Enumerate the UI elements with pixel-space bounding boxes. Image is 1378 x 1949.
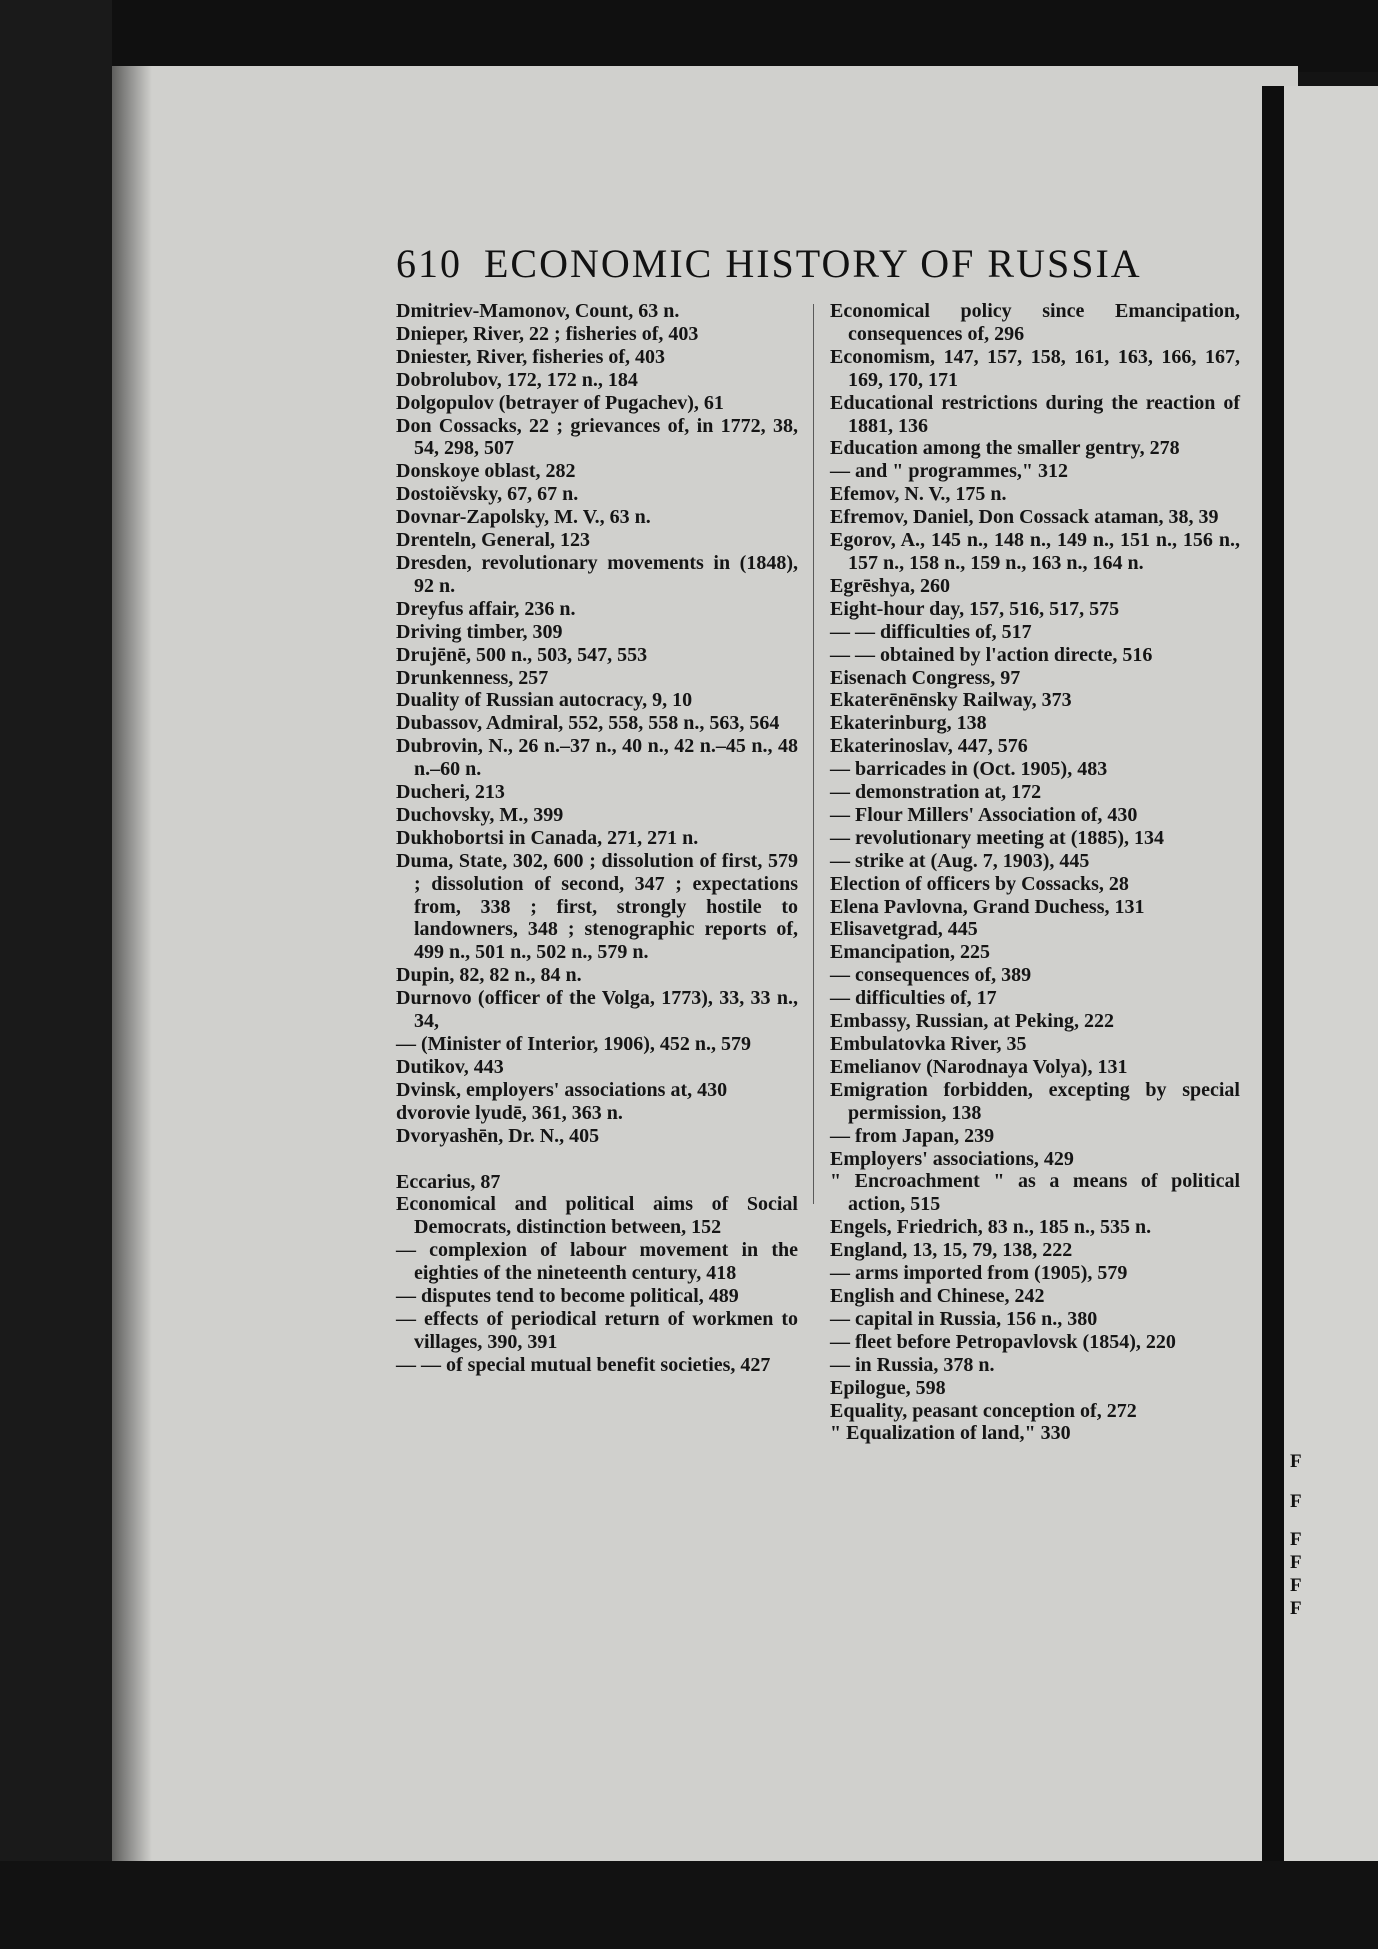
facing-page-fragment: F [1290,1491,1302,1512]
index-entry: Emancipation, 225 [830,941,991,964]
index-entry: Employers' associations, 429 [830,1147,1074,1170]
index-entry: Durnovo (officer of the Volga, 1773), 33, 33 n., 34, [396,987,798,1033]
index-entry: " Equalization of land," 330 [830,1422,1071,1445]
index-entry: Dolgopulov (betrayer of Pugachev), 61 [396,391,724,414]
index-entry: Embassy, Russian, at Peking, 222 [830,1010,1114,1033]
index-entry: Elisavetgrad, 445 [830,918,978,941]
book-gutter [1262,86,1284,1861]
index-entry: — consequences of, 389 [830,964,1032,987]
index-entry: Duchovsky, M., 399 [396,803,564,826]
index-entry: Ducheri, 213 [396,781,505,804]
index-entry: Duma, State, 302, 600 ; dissolution of first, 579 ; dissolution of second, 347 ; expectations from, 338 ; first, strongly hostile to landowners, 348 ; stenographic reports of, 499 n., 501 n., 502 n., 579 n. [396,849,798,964]
facing-page-fragment: F [1290,1451,1302,1472]
index-entry: — strike at (Aug. 7, 1903), 445 [830,849,1090,872]
scanner-top-background [0,0,1378,72]
index-entry: Eight-hour day, 157, 516, 517, 575 [830,597,1120,620]
index-entry: — in Russia, 378 n. [830,1353,995,1376]
index-entry: Embulatovka River, 35 [830,1033,1027,1055]
index-entry: Dnieper, River, 22 ; fisheries of, 403 [396,322,699,345]
index-entry: — fleet before Petropavlovsk (1854), 220 [830,1330,1176,1353]
index-entry: Dutikov, 443 [396,1055,504,1078]
index-entry: — from Japan, 239 [830,1124,995,1147]
index-entry: Egrēshya, 260 [830,574,950,597]
index-entry: Election of officers by Cossacks, 28 [830,872,1129,895]
page-number: 610 [396,241,462,286]
index-entry: — — of special mutual benefit societies, 427 [396,1353,771,1376]
index-entry: — Flour Millers' Association of, 430 [830,803,1138,826]
index-entry: — arms imported from (1905), 579 [830,1262,1128,1285]
facing-page-fragment: F [1290,1598,1302,1619]
index-entry: Engels, Friedrich, 83 n., 185 n., 535 n. [830,1216,1152,1239]
index-entry: — complexion of labour movement in the eighties of the nineteenth century, 418 [396,1239,798,1285]
index-entry: Driving timber, 309 [396,620,563,643]
index-entry: Dupin, 82, 82 n., 84 n. [396,964,582,987]
index-entry: Dvinsk, employers' associations at, 430 [396,1078,728,1101]
index-entry: " Encroachment " as a means of political action, 515 [830,1170,1240,1216]
index-entry: Drenteln, General, 123 [396,529,591,552]
index-entry: Eccarius, 87 [396,1170,501,1193]
index-entry: Dovnar-Zapolsky, M. V., 63 n. [396,506,651,529]
facing-page-fragment: F [1290,1552,1302,1573]
index-entry: Emigration forbidden, excepting by special permission, 138 [830,1078,1240,1124]
running-head [396,240,1196,290]
scanner-bottom-background [0,1861,1378,1949]
index-entry: — capital in Russia, 156 n., 380 [830,1307,1098,1330]
scanner-left-background [0,0,112,1949]
index-entry: Dubassov, Admiral, 552, 558, 558 n., 563, 564 [396,712,780,735]
index-entry: — revolutionary meeting at (1885), 134 [830,826,1165,849]
index-entry: Dobrolubov, 172, 172 n., 184 [396,368,638,391]
index-entry: — demonstration at, 172 [830,781,1042,804]
index-entry: — — obtained by l'action directe, 516 [830,643,1153,666]
facing-page-edge [1284,86,1378,1861]
index-entry: Drujēnē, 500 n., 503, 547, 553 [396,643,648,666]
index-entry: English and Chinese, 242 [830,1284,1045,1307]
index-entry: Donskoye oblast, 282 [396,460,576,483]
index-entry: Ekaterinoslav, 447, 576 [830,735,1028,758]
index-entry: — barricades in (Oct. 1905), 483 [830,758,1108,781]
index-column-left [396,300,798,1377]
index-entry: — effects of periodical return of workmen to villages, 390, 391 [396,1307,798,1353]
index-entry: — difficulties of, 17 [830,987,997,1010]
index-entry: — (Minister of Interior, 1906), 452 n., 579 [396,1033,751,1055]
index-entry: Dniester, River, fisheries of, 403 [396,345,666,368]
index-entry: Efemov, N. V., 175 n. [830,483,1007,506]
column-divider [813,304,814,1204]
index-entry: Dvoryashēn, Dr. N., 405 [396,1124,600,1147]
index-entry: Educational restrictions during the reaction of 1881, 136 [830,391,1240,437]
book-title: ECONOMIC HISTORY OF RUSSIA [484,241,1142,286]
index-entry: Duality of Russian autocracy, 9, 10 [396,689,693,712]
index-entry: Economical and political aims of Social Democrats, distinction between, 152 [396,1193,798,1239]
facing-page-fragment: F [1290,1575,1302,1596]
index-entry: Ekaterēnēnsky Railway, 373 [830,689,1072,712]
index-entry: Economical policy since Emancipation, consequences of, 296 [830,300,1240,345]
index-entry: — and " programmes," 312 [830,460,1068,483]
index-entry: Dresden, revolutionary movements in (1848), 92 n. [396,551,798,597]
index-entry: Economism, 147, 157, 158, 161, 163, 166, 167, 169, 170, 171 [830,345,1240,391]
index-entry: England, 13, 15, 79, 138, 222 [830,1239,1073,1262]
index-entry: Don Cossacks, 22 ; grievances of, in 1772, 38, 54, 298, 507 [396,414,798,460]
index-entry: Eisenach Congress, 97 [830,666,1021,689]
index-entry: Drunkenness, 257 [396,666,549,689]
index-entry: Dreyfus affair, 236 n. [396,597,576,620]
index-entry: Dmitriev-Mamonov, Count, 63 n. [396,300,680,322]
index-entry: Dukhobortsi in Canada, 271, 271 n. [396,826,699,849]
index-entry: Emelianov (Narodnaya Volya), 131 [830,1055,1128,1078]
index-entry: Equality, peasant conception of, 272 [830,1399,1137,1422]
index-entry: Egorov, A., 145 n., 148 n., 149 n., 151 n., 156 n., 157 n., 158 n., 159 n., 163 n., 164 n. [830,529,1240,574]
page-binding-shadow [112,66,152,1861]
index-entry: Dubrovin, N., 26 n.–37 n., 40 n., 42 n.–45 n., 48 n.–60 n. [396,735,798,781]
index-entry: Education among the smaller gentry, 278 [830,437,1180,460]
index-entry: Efremov, Daniel, Don Cossack ataman, 38, 39 [830,506,1219,529]
facing-page-fragment: F [1290,1529,1302,1550]
index-entry: — disputes tend to become political, 489 [396,1285,739,1308]
index-entry: Epilogue, 598 [830,1376,946,1399]
index-entry: — — difficulties of, 517 [830,620,1032,643]
index-entry: Elena Pavlovna, Grand Duchess, 131 [830,895,1145,918]
index-column-right [830,300,1240,1445]
index-entry: dvorovie lyudē, 361, 363 n. [396,1101,623,1124]
index-section-gap [396,1148,798,1171]
index-entry: Dostoiěvsky, 67, 67 n. [396,483,579,506]
index-entry: Ekaterinburg, 138 [830,712,987,735]
